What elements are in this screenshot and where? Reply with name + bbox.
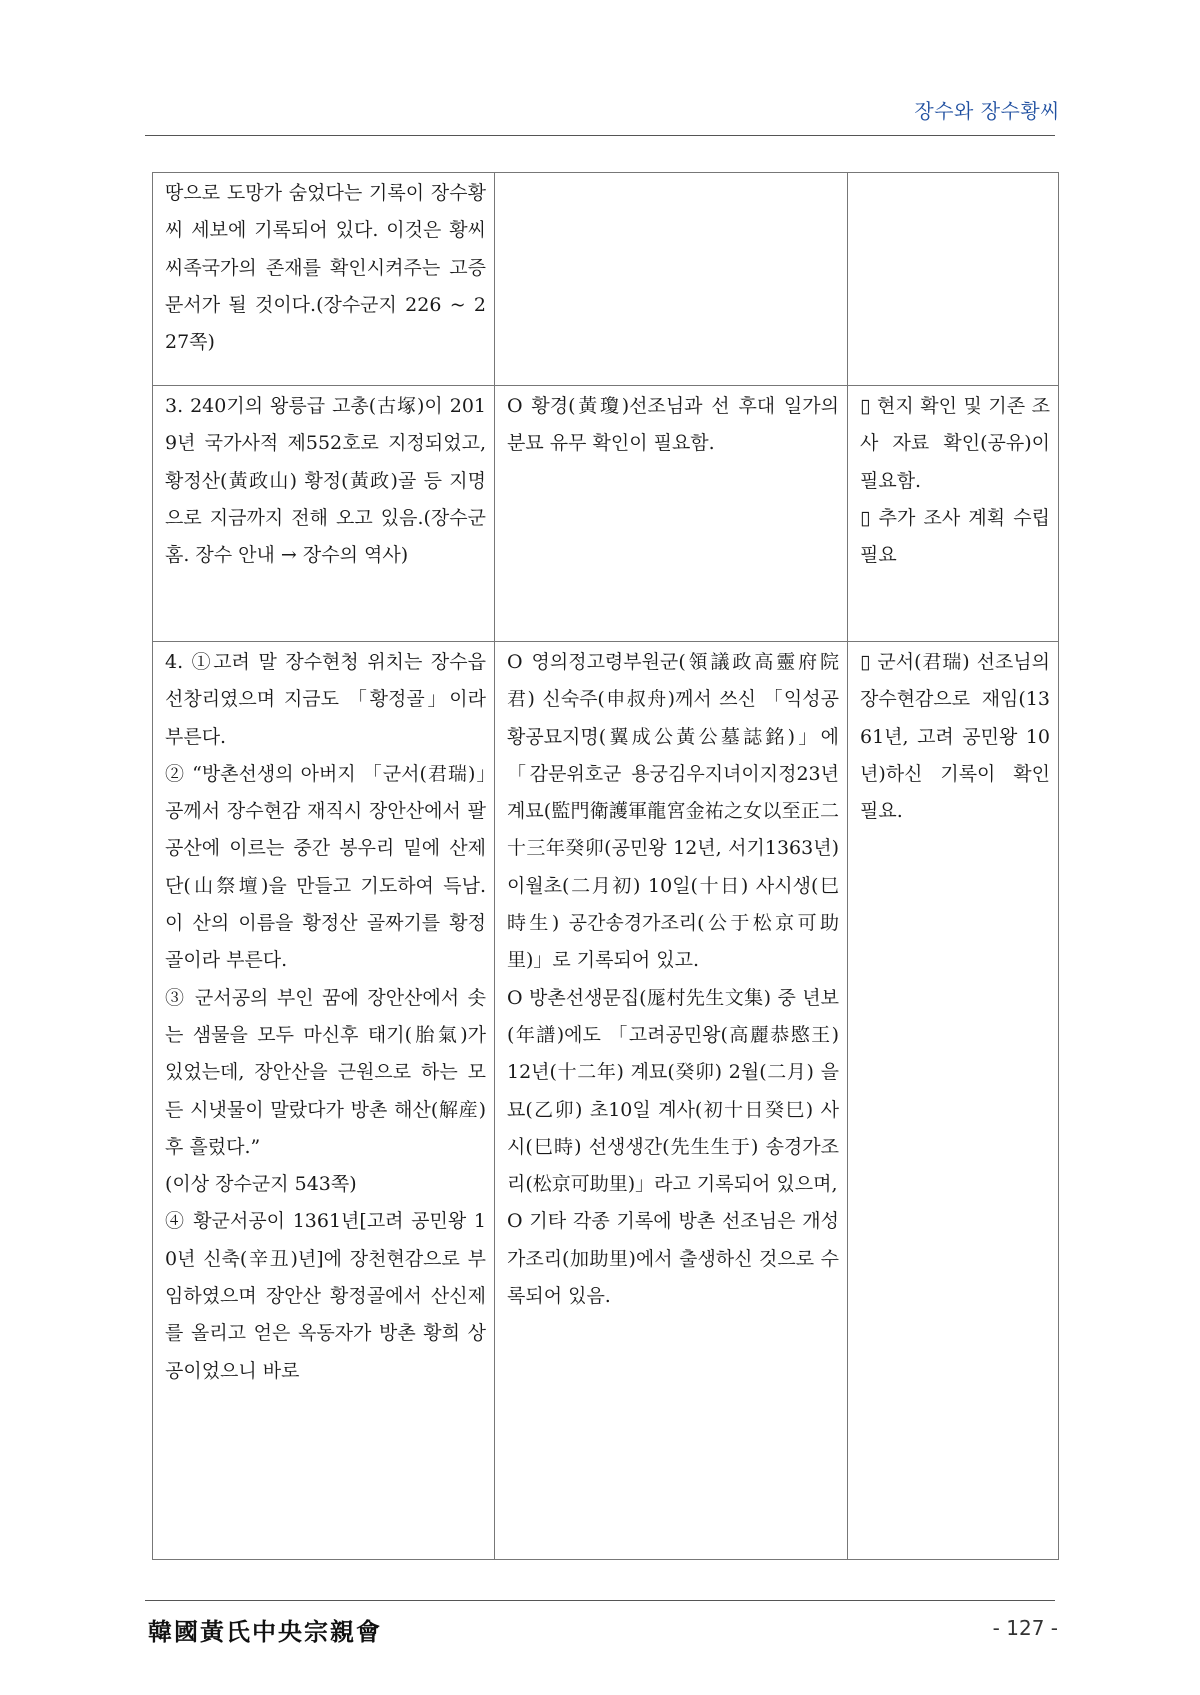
table-cell-action: ▯ 군서(君瑞) 선조님의 장수현감으로 재임(1361년, 고려 공민왕 10년)하신 기록이 확인 필요. xyxy=(848,642,1059,1560)
table-row xyxy=(153,642,1059,1560)
table-cell-verification xyxy=(495,173,848,386)
running-header-title: 장수와 장수황씨 xyxy=(914,99,1060,123)
footer-organization-name: 韓國黃氏中央宗親會 xyxy=(148,1617,382,1646)
content-table xyxy=(152,172,1059,1560)
header-divider xyxy=(145,135,1055,136)
table-row xyxy=(153,386,1059,642)
table-cell-action: ▯ 현지 확인 및 기존 조사 자료 확인(공유)이 필요함. ▯ 추가 조사 계획 수립 필요 xyxy=(848,386,1059,642)
table-cell-verification: O 영의정고령부원군(領議政高靈府院君) 신숙주(申叔舟)께서 쓰신 「익성공황공묘지명(翼成公黃公墓誌銘)」에 「감문위호군 용궁김우지녀이지정23년계묘(監門衛護軍龍宮金祐之女以至正二十三年癸卯(공민왕 12년, 서기1363년) 이월초(二月初) 10일(十日) 사시생(巳時生) 공간송경가조리(公于松京可助里)」로 기록되어 있고. O 방촌선생문집(厖村先生文集) 중 년보(年譜)에도 「고려공민왕(高麗恭愍王) 12년(十二年) 계묘(癸卯) 2월(二月) 을묘(乙卯) 초10일 계사(初十日癸巳) 사시(巳時) 선생생간(先生生于) 송경가조리(松京可助里)」라고 기록되어 있으며, O 기타 각종 기록에 방촌 선조님은 개성 가조리(加助里)에서 출생하신 것으로 수록되어 있음. xyxy=(495,642,848,1560)
table-cell-record: 땅으로 도망가 숨었다는 기록이 장수황씨 세보에 기록되어 있다. 이것은 황씨 씨족국가의 존재를 확인시켜주는 고증문서가 될 것이다.(장수군지 226 ~ 227쪽) xyxy=(153,173,495,386)
table-row xyxy=(153,173,1059,386)
page-number: - 127 - xyxy=(992,1616,1058,1640)
table-cell-record: 4. ①고려 말 장수현청 위치는 장수읍 선창리였으며 지금도 「황정골」이라 부른다. ② “방촌선생의 아버지 「군서(君瑞)」공께서 장수현감 재직시 장안산에서 팔공산에 이르는 중간 봉우리 밑에 산제단(山祭壇)을 만들고 기도하여 득남. 이 산의 이름을 황정산 골짜기를 황정골이라 부른다. ③ 군서공의 부인 꿈에 장안산에서 솟는 샘물을 모두 마신후 태기(胎氣)가 있었는데, 장안산을 근원으로 하는 모든 시냇물이 말랐다가 방촌 해산(解産) 후 흘렀다.” (이상 장수군지 543쪽) ④ 황군서공이 1361년[고려 공민왕 10년 신축(辛丑)년]에 장천현감으로 부임하였으며 장안산 황정골에서 산신제를 올리고 얻은 옥동자가 방촌 황희 상공이었으니 바로 xyxy=(153,642,495,1560)
footer-divider xyxy=(145,1600,1055,1601)
table-cell-action xyxy=(848,173,1059,386)
table-cell-record: 3. 240기의 왕릉급 고총(古塚)이 2019년 국가사적 제552호로 지정되었고, 황정산(黃政山) 황정(黃政)골 등 지명으로 지금까지 전해 오고 있음.(장수군 홈. 장수 안내 → 장수의 역사) xyxy=(153,386,495,642)
table-cell-verification: O 황경(黃瓊)선조님과 선 후대 일가의 분묘 유무 확인이 필요함. xyxy=(495,386,848,642)
